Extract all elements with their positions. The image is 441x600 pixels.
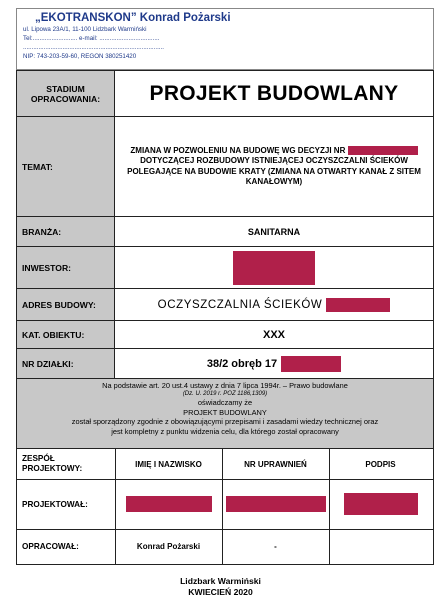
temat-text [115, 146, 433, 188]
col-sign-header: PODPIS [365, 459, 396, 469]
adres-value: OCZYSZCZALNIA ŚCIEKÓW [157, 298, 323, 311]
projektowal-license-cell [222, 479, 329, 529]
nr-value-cell [115, 349, 433, 378]
declaration-line4: PROJEKT BUDOWLANY [183, 407, 267, 417]
opracowal-name-cell [115, 529, 222, 564]
adres-value-group [158, 298, 391, 312]
footer-city: Lidzbark Warmiński [180, 576, 261, 586]
temat-value-cell [115, 117, 433, 216]
row-stadium [17, 71, 433, 117]
stadium-value-cell [115, 71, 433, 116]
kat-value: XXX [262, 328, 285, 341]
row-adres [17, 289, 433, 321]
col-name-cell [115, 449, 222, 479]
adres-value-cell [115, 289, 433, 320]
declaration-line2: (Dz. U. 2019 r. POZ 1186,1309) [182, 391, 268, 398]
branza-label: BRANŻA: [17, 217, 115, 246]
opracowal-name: Konrad Pożarski [136, 542, 201, 551]
branza-value: SANITARNA [247, 226, 301, 237]
projektowal-name-cell [115, 479, 222, 529]
col-name-header: IMIĘ I NAZWISKO [135, 459, 202, 469]
branza-value-cell [115, 217, 433, 246]
projektowal-label: PROJEKTOWAŁ: [22, 499, 88, 509]
projektowal-label-cell [17, 479, 115, 529]
company-registry: NIP: 743-203-59-60, REGON 380251420 [23, 53, 137, 60]
opracowal-label-cell [17, 529, 115, 564]
company-address: ul. Lipowa 23A/1, 11-100 Lidzbark Warmiński [23, 26, 147, 33]
company-contact: Tel:.......................... e-mail: ................................... [23, 35, 160, 42]
redaction-investor [233, 251, 315, 285]
nr-value: 38/2 obręb 17 [206, 357, 278, 370]
kat-label: KAT. OBIEKTU: [17, 321, 115, 348]
declaration-line3: oświadczamy że [197, 398, 253, 408]
footer-date: KWIECIEŃ 2020 [188, 587, 253, 597]
row-temat [17, 117, 433, 217]
inwestor-value-cell [115, 247, 433, 288]
stadium-label: STADIUM OPRACOWANIA: [17, 71, 115, 116]
stadium-value: PROJEKT BUDOWLANY [149, 81, 399, 105]
row-kat [17, 321, 433, 349]
col-license-header: NR UPRAWNIEŃ [244, 459, 307, 469]
opracowal-sign-cell [329, 529, 432, 564]
redaction-designer-license [226, 496, 326, 512]
temat-text-part1: ZMIANA W POZWOLENIU NA BUDOWĘ WG DECYZJI NR [130, 145, 346, 155]
redaction-address [326, 298, 390, 312]
row-branza [17, 217, 433, 247]
redaction-decision-number [348, 146, 418, 155]
company-contact-line2: .................................................................................. [23, 44, 164, 51]
row-nr-dzialki [17, 349, 433, 379]
projektowal-sign-cell [329, 479, 432, 529]
team-grid [17, 449, 433, 566]
redaction-designer-signature [344, 493, 418, 515]
opracowal-license: - [274, 542, 277, 551]
inwestor-label: INWESTOR: [17, 247, 115, 288]
redaction-parcel [281, 356, 341, 372]
opracowal-license-cell [222, 529, 329, 564]
col-license-cell [222, 449, 329, 479]
declaration-block [17, 379, 433, 449]
redaction-designer-name [126, 496, 212, 512]
declaration-line5: został sporządzony zgodnie z obowiązującymi przepisami i zasadami wiedzy technicznej oraz [71, 417, 379, 427]
declaration-line6: jest kompletny z punktu widzenia celu, dla którego został opracowany [111, 426, 339, 436]
company-name: „EKOTRANSKON” Konrad Pożarski [35, 12, 231, 24]
kat-value-cell [115, 321, 433, 348]
temat-text-part2: DOTYCZĄCEJ ROZBUDOWY ISTNIEJĄCEJ OCZYSZCZALNI ŚCIEKÓW POLEGAJĄCE NA BUDOWIE KRATY (ZMIANA NA OTWARTY KANAŁ Z SITEM KANAŁOWYM) [127, 156, 421, 186]
team-label: ZESPÓŁ PROJEKTOWY: [22, 454, 83, 473]
nr-value-group [207, 356, 341, 372]
title-sheet-table [16, 70, 434, 565]
row-inwestor [17, 247, 433, 289]
company-header [16, 8, 434, 70]
col-sign-cell [329, 449, 432, 479]
adres-label: ADRES BUDOWY: [17, 289, 115, 320]
opracowal-label: OPRACOWAŁ: [22, 542, 79, 551]
declaration-line1: Na podstawie art. 20 ust.4 ustawy z dnia 7 lipca 1994r. – Prawo budowlane [102, 381, 348, 390]
temat-label: TEMAT: [17, 117, 115, 216]
nr-label: NR DZIAŁKI: [17, 349, 115, 378]
team-label-cell [17, 449, 115, 479]
